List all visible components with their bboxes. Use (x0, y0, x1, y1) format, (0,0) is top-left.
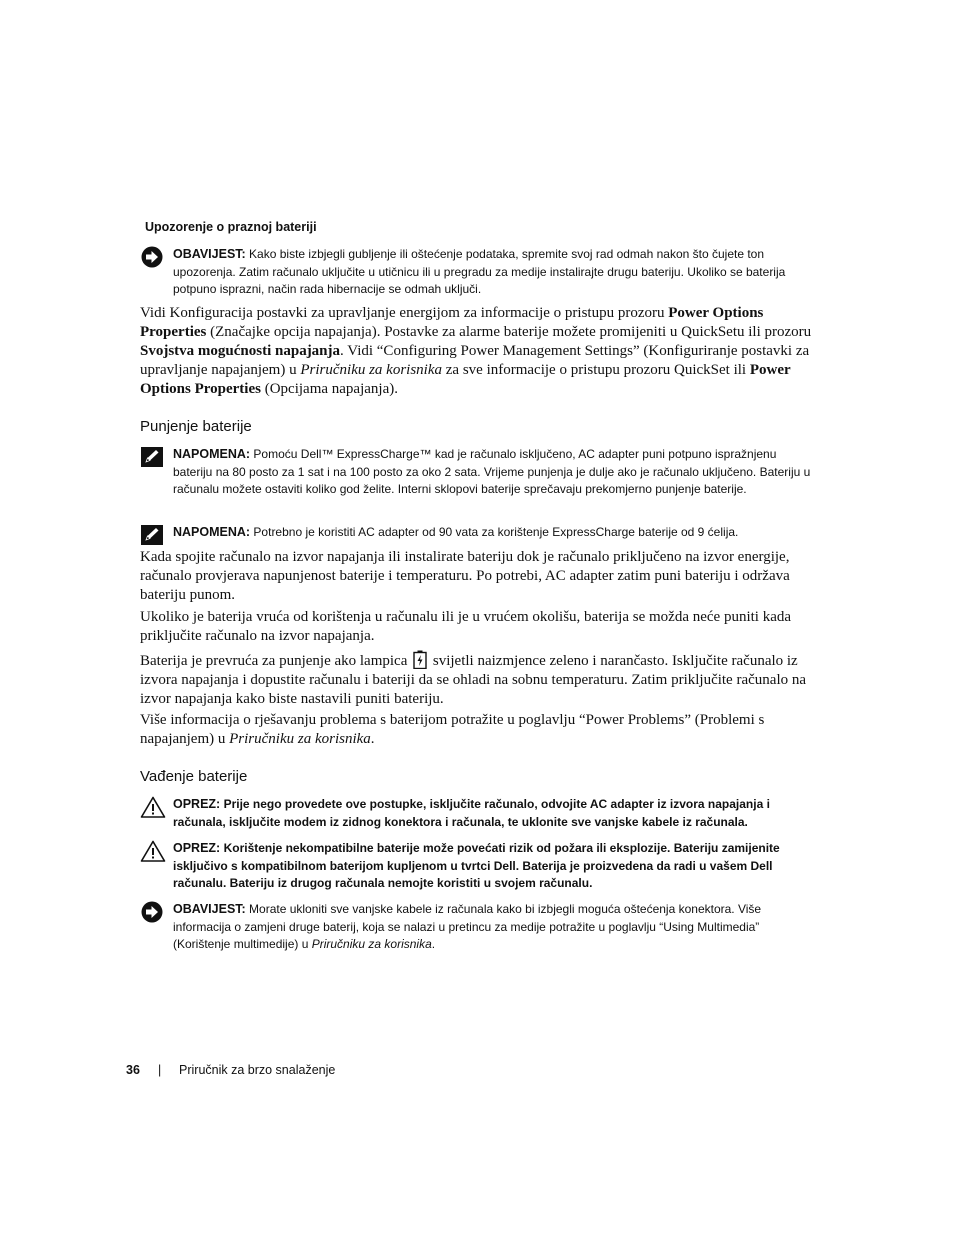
caution-text: Korištenje nekompatibilne baterije može povećati rizik od požara ili eksplozije. Bateriju zamijenite isključivo s kompatibilnom baterijom kupljenom u tvrtci Dell. Baterija je proizvedena da radi u vašem Dell računalu. Bateriju iz drugog računala nemojte koristiti u svojem računalu. (173, 841, 780, 890)
note-label: NAPOMENA: (173, 447, 251, 461)
caution-text: Prije nego provedete ove postupke, isključite računalo, odvojite AC adapter iz izvora napajanja i računala, isključite modem iz zidnog konektora i računala, te uklonite sve vanjske kabele iz računala. (173, 797, 770, 829)
caution-triangle-icon (140, 796, 164, 818)
section-heading: Punjenje baterije (140, 418, 252, 435)
para-text: Vidi Konfiguracija postavki za upravljanje energijom za informacije o pristupu prozoru (140, 305, 669, 321)
note-text: Pomoću Dell™ ExpressCharge™ kad je računalo isključeno, AC adapter puni potpuno ispražnjenu bateriju na 80 posto za 1 sat i na 100 posto za oko 2 sata. Vrijeme punjenja je dulje ako je računalo uključeno. Bateriju u računalu možete ostaviti koliko god želite. Interni sklopovi baterije sprečavaju prekomjerno punjenje baterije. (173, 447, 811, 496)
caution-label: OPREZ: (173, 797, 221, 811)
para-text: svijetli naizmjence zeleno i narančasto. Isključite računalo iz izvora napajanja i dopustite računalu i bateriji da se ohladi na sobnu temperaturu. Zatim priključite računalo na izvor napajanja kako biste nastavili puniti bateriju. (140, 653, 807, 707)
book-title: Priručniku za korisnika (229, 731, 371, 747)
book-title: Priručniku za korisnika (311, 937, 432, 951)
para-text: Baterija je prevruća za punjenje ako lampica (140, 653, 412, 669)
notice-label: OBAVIJEST: (173, 902, 246, 916)
page-number: 36 (126, 1063, 140, 1077)
note-pencil-icon (140, 524, 164, 546)
para-text: (Opcijama napajanja). (260, 381, 398, 397)
para-text: . (370, 731, 375, 747)
note-text: Potrebno je koristiti AC adapter od 90 vata za korištenje ExpressCharge baterije od 9 ćelija. (250, 525, 739, 539)
para-text: (Značajke opcija napajanja). Postavke za alarme baterije možete promijeniti u QuickSetu ili prozoru (206, 324, 812, 340)
para-text: Više informacija o rješavanju problema s baterijom potražite u poglavlju “Power Problems” (Problemi s napajanjem) u (140, 712, 765, 747)
subsection-title: Upozorenje o praznoj bateriji (145, 220, 317, 234)
notice-text: Morate ukloniti sve vanjske kabele iz računala kako bi izbjegli moguća oštećenja konektora. Više informacija o zamjeni druge baterij, koja se nalazi u pretincu za medije potražite u poglavlju “Using Multimedia” (Korištenje multimedije) u (173, 902, 762, 951)
para-text: za sve informacije o pristupu prozoru QuickSet ili (442, 362, 750, 378)
section-heading: Vađenje baterije (140, 768, 248, 785)
ui-term: Svojstva mogućnosti napajanja (140, 343, 341, 359)
body-paragraph (140, 304, 815, 399)
footer-separator: | (158, 1063, 162, 1077)
ui-term: Power Options Properties (140, 305, 764, 340)
notice-label: OBAVIJEST: (173, 247, 246, 261)
battery-status-light-icon (413, 650, 427, 669)
body-paragraph: Ukoliko je baterija vruća od korištenja u računalu ili je u vrućem okolišu, baterija se možda neće puniti kada priključite računalo na izvor napajanja. (140, 609, 792, 644)
note-pencil-icon (140, 446, 164, 468)
body-paragraph (140, 711, 815, 749)
note-label: NAPOMENA: (173, 525, 251, 539)
notice-arrow-icon (140, 246, 164, 268)
caution-triangle-icon (140, 840, 164, 862)
footer-title: Priručnik za brzo snalaženje (179, 1063, 336, 1077)
caution-label: OPREZ: (173, 841, 221, 855)
book-title: Priručniku za korisnika (300, 362, 443, 378)
notice-text: . (431, 937, 436, 951)
body-paragraph (140, 650, 815, 709)
body-paragraph: Kada spojite računalo na izvor napajanja ili instalirate bateriju dok je računalo priključeno na izvor energije, računalo provjerava napunjenost baterije i temperaturu. Po potrebi, AC adapter zatim puni bateriju i održava bateriju punom. (140, 549, 790, 603)
notice-arrow-icon (140, 901, 164, 923)
notice-text: Kako biste izbjegli gubljenje ili oštećenje podataka, spremite svoj rad odmah nakon što čujete ton upozorenja. Zatim računalo uključite u utičnicu ili u pregradu za medije instalirajte drugu bateriju. Ukoliko se baterija potpuno isprazni, način rada hibernacije se odmah uključi. (173, 247, 786, 296)
ui-term: Power Options Properties (140, 362, 791, 397)
para-text: . Vidi “Configuring Power Management Settings” (Konfiguriranje postavki za upravljanje napajanjem) u (140, 343, 810, 378)
